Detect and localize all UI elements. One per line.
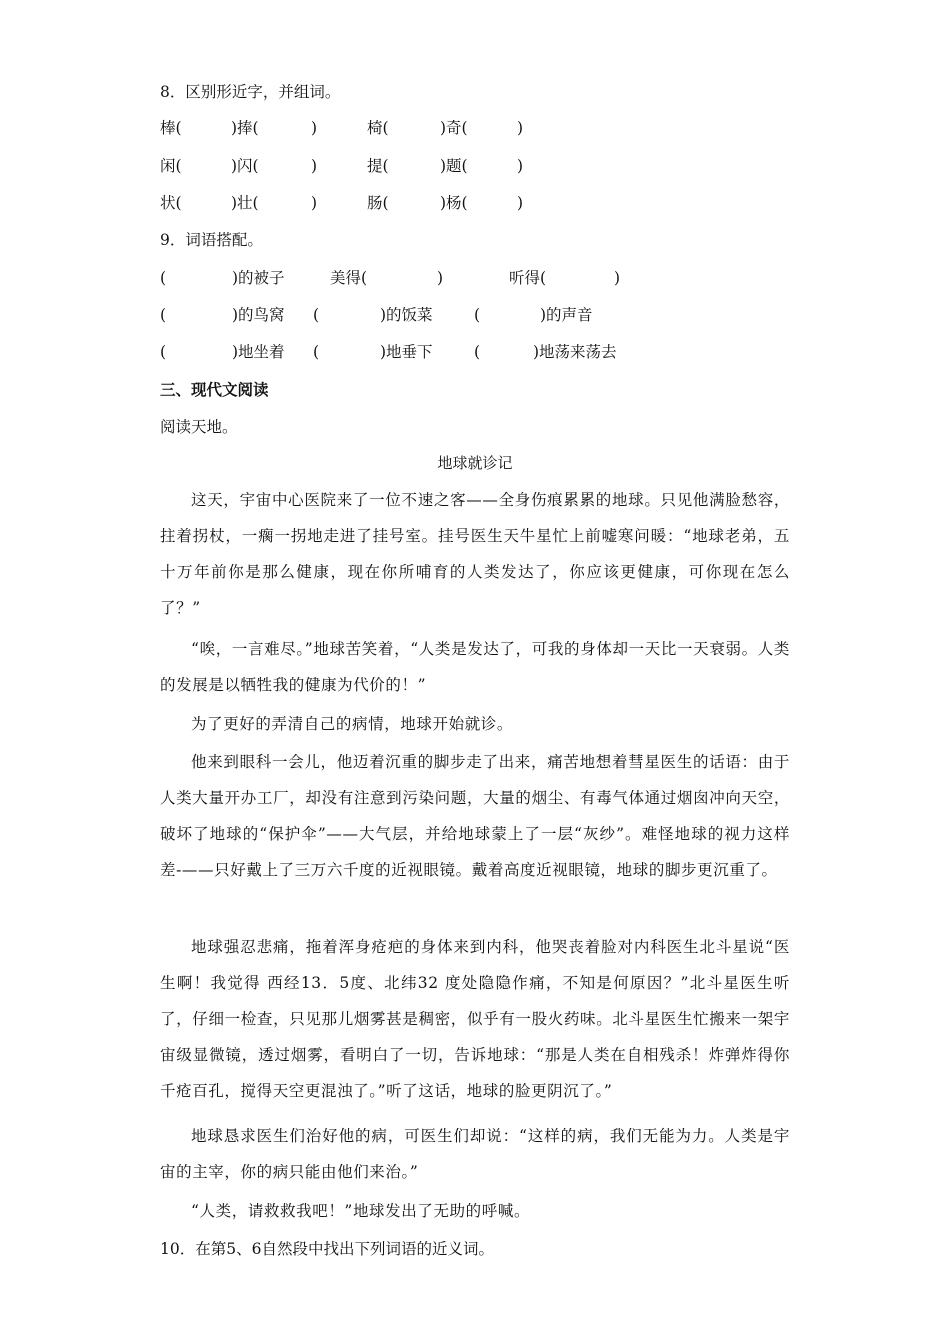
- q9-cell: ): [437, 269, 444, 287]
- article-paragraph: 地球强忍悲痛，拖着浑身疮疤的身体来到内科，他哭丧着脸对内科医生北斗星说“医生啊！我觉得 西经13．5度、北纬32 度处隐隐作痛，不知是何原因？”北斗星医生听了，仔细一检查，只见那儿烟雾甚是稠密，似乎有一股火药味。北斗星医生忙搬来一架宇宙级显微镜，透过烟雾，看明白了一切，告诉地球：“那是人类在自相残杀！炸弹炸得你千疮百孔，搅得天空更混浊了。”听了这话，地球的脸更阴沉了。”: [160, 938, 790, 1100]
- q9-cell: (: [474, 343, 481, 361]
- q8-cell: )杨(: [440, 194, 468, 212]
- q8-cell: ): [517, 157, 524, 175]
- article-paragraph: “人类，请救救我吧！”地球发出了无助的呼喊。: [191, 1202, 531, 1220]
- article-paragraph: “唉，一言难尽。”地球苦笑着，“人类是发达了，可我的身体却一天比一天衰弱。人类的发展是以牺牲我的健康为代价的！”: [160, 640, 790, 694]
- q9-cell: )地荡来荡去: [533, 343, 617, 361]
- q9-cell: )地坐着: [232, 343, 285, 361]
- q8-cell: ): [311, 119, 318, 137]
- q9-cell: )的鸟窝: [232, 306, 285, 324]
- q8-cell: 状(: [160, 194, 182, 212]
- q9-cell: 美得(: [330, 269, 368, 287]
- article-paragraph: 地球恳求医生们治好他的病，可医生们却说：“这样的病，我们无能为力。人类是宇宙的主宰，你的病只能由他们来治。”: [160, 1127, 790, 1181]
- q9-cell: (: [313, 306, 320, 324]
- q9-cell: (: [474, 306, 481, 324]
- q8-cell: 肠(: [367, 194, 389, 212]
- q9-cell: )的被子: [232, 269, 285, 287]
- q8-cell: 椅(: [367, 119, 389, 137]
- q9-cell: ): [614, 269, 621, 287]
- q8-cell: )壮(: [231, 194, 259, 212]
- q8-cell: ): [517, 119, 524, 137]
- q9-cell: (: [160, 269, 167, 287]
- q9-cell: )的饭菜: [380, 306, 433, 324]
- q9-cell: (: [313, 343, 320, 361]
- q8-cell: ): [517, 194, 524, 212]
- q8-cell: 棒(: [160, 119, 182, 137]
- section-heading: 三、现代文阅读: [160, 381, 269, 399]
- q8-cell: )捧(: [231, 119, 259, 137]
- article-paragraph: 这天，宇宙中心医院来了一位不速之客——全身伤痕累累的地球。只见他满脸愁容，拄着拐杖，一瘸一拐地走进了挂号室。挂号医生天牛星忙上前嘘寒问暖：“地球老弟，五十万年前你是那么健康，现在你所哺育的人类发达了，你应该更健康，可你现在怎么了？”: [160, 491, 790, 617]
- q9-heading: 9．词语搭配。: [160, 231, 263, 249]
- q8-cell: 提(: [367, 157, 389, 175]
- q9-cell: 听得(: [509, 269, 547, 287]
- q8-cell: )闪(: [231, 157, 259, 175]
- q9-cell: (: [160, 306, 167, 324]
- q9-cell: (: [160, 343, 167, 361]
- article-paragraph: 他来到眼科一会儿，他迈着沉重的脚步走了出来，痛苦地想着彗星医生的话语：由于人类大量开办工厂，却没有注意到污染问题，大量的烟尘、有毒气体通过烟囱冲向天空，破坏了地球的“保护伞”——大气层，并给地球蒙上了一层“灰纱”。难怪地球的视力这样差-——只好戴上了三万六千度的近视眼镜。戴着高度近视眼镜，地球的脚步更沉重了。: [160, 753, 790, 879]
- article-title: 地球就诊记: [437, 454, 513, 472]
- q8-cell: 闲(: [160, 157, 182, 175]
- q10-heading: 10．在第5、6自然段中找出下列词语的近义词。: [160, 1240, 494, 1258]
- q9-cell: )地垂下: [380, 343, 433, 361]
- q8-cell: ): [311, 157, 318, 175]
- q8-heading: 8．区别形近字，并组词。: [160, 83, 341, 101]
- q8-cell: ): [311, 194, 318, 212]
- q8-cell: )奇(: [440, 119, 468, 137]
- article-paragraph: 为了更好的弄清自己的病情，地球开始就诊。: [191, 715, 514, 733]
- q8-cell: )题(: [440, 157, 468, 175]
- q9-cell: )的声音: [540, 306, 593, 324]
- section-intro: 阅读天地。: [160, 418, 238, 436]
